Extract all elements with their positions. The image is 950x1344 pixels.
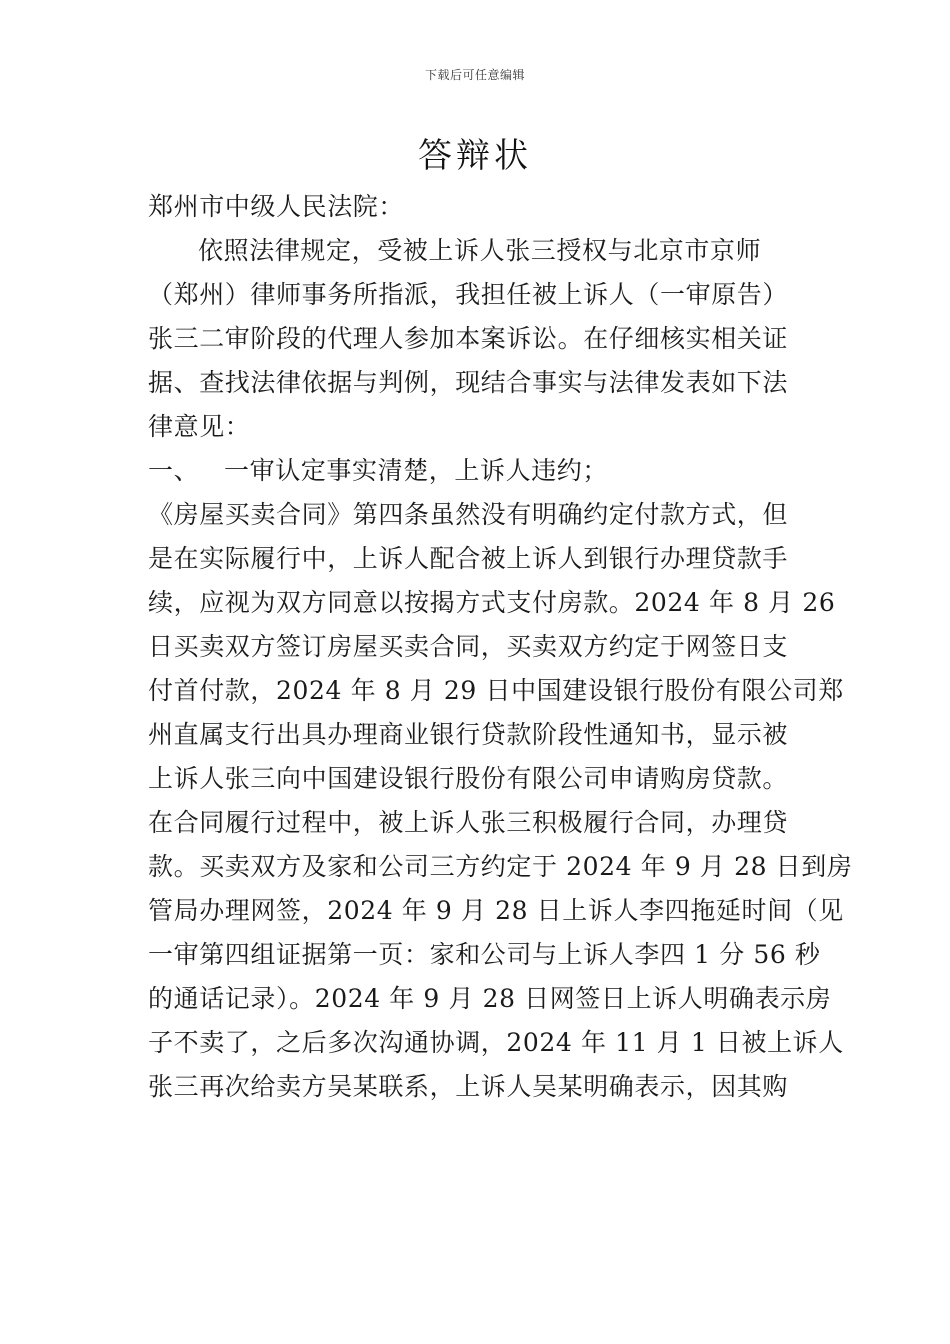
text-line: 据、查找法律依据与判例，现结合事实与法律发表如下法 <box>148 368 789 397</box>
text-line: 上诉人张三向中国建设银行股份有限公司申请购房贷款。 <box>148 764 789 793</box>
text-line: 《房屋买卖合同》第四条虽然没有明确约定付款方式，但 <box>148 500 789 529</box>
document-body <box>148 185 853 1109</box>
section-heading-1 <box>148 449 808 493</box>
text-line: 付首付款，2024 年 8 月 29 日中国建设银行股份有限公司郑 <box>148 676 844 705</box>
text-line: 子不卖了，之后多次沟通协调，2024 年 11 月 1 日被上诉人 <box>148 1028 844 1057</box>
text-line: （郑州）律师事务所指派，我担任被上诉人（一审原告） <box>148 280 789 309</box>
text-line: 律意见： <box>148 412 251 441</box>
document-title: 答辩状 <box>418 136 532 176</box>
text-line: 管局办理网签，2024 年 9 月 28 日上诉人李四拖延时间（见 <box>148 896 844 925</box>
section-heading-text: 一审认定事实清楚，上诉人违约； <box>224 456 609 485</box>
text-line: 在合同履行过程中，被上诉人张三积极履行合同，办理贷 <box>148 808 789 837</box>
text-line: 续，应视为双方同意以按揭方式支付房款。2024 年 8 月 26 <box>148 588 836 617</box>
text-line: 是在实际履行中，上诉人配合被上诉人到银行办理贷款手 <box>148 544 789 573</box>
text-line: 张三再次给卖方吴某联系，上诉人吴某明确表示，因其购 <box>148 1072 789 1101</box>
text-line: 的通话记录）。2024 年 9 月 28 日网签日上诉人明确表示房 <box>148 984 832 1013</box>
section-number: 一、 <box>148 456 200 485</box>
paragraph-1 <box>148 229 808 449</box>
text-line: 一审第四组证据第一页：家和公司与上诉人李四 1 分 56 秒 <box>148 940 821 969</box>
text-line: 款。买卖双方及家和公司三方约定于 2024 年 9 月 28 日到房 <box>148 852 853 881</box>
text-line: 依照法律规定，受被上诉人张三授权与北京市京师 <box>198 236 762 265</box>
addressee: 郑州市中级人民法院： <box>148 192 405 221</box>
header-note: 下载后可任意编辑 <box>424 68 525 82</box>
text-line: 张三二审阶段的代理人参加本案诉讼。在仔细核实相关证 <box>148 324 789 353</box>
text-line: 州直属支行出具办理商业银行贷款阶段性通知书，显示被 <box>148 720 789 749</box>
text-line: 日买卖双方签订房屋买卖合同，买卖双方约定于网签日支 <box>148 632 789 661</box>
paragraph-2 <box>148 493 853 1109</box>
